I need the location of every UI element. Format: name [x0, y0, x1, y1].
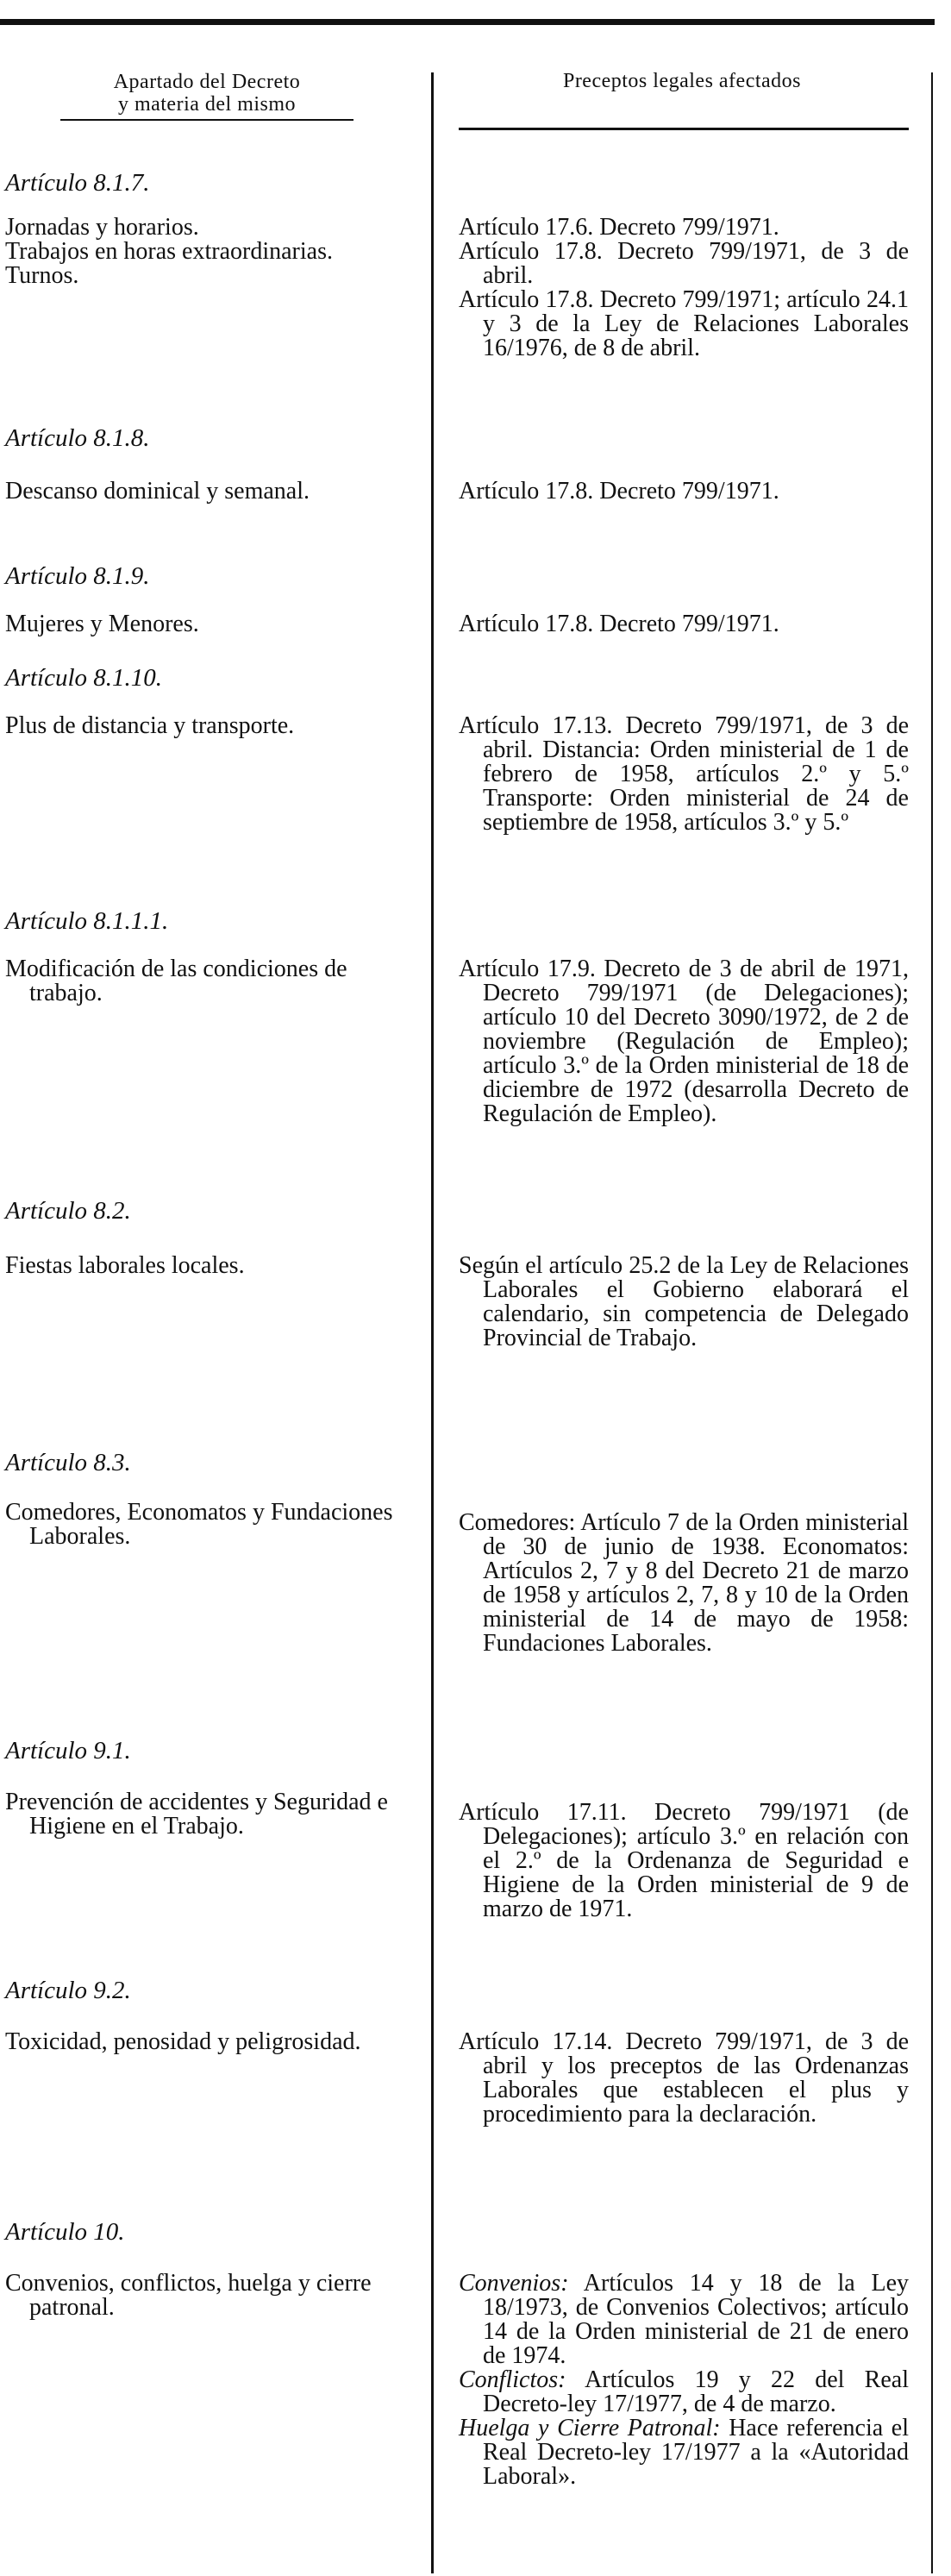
subject-cell: [5, 2030, 410, 2054]
article-heading: Artículo 8.3.: [5, 1449, 131, 1476]
right-border: [931, 72, 933, 2573]
subject-item: Jornadas y horarios.: [5, 214, 199, 241]
subject-cell: [5, 1501, 410, 1549]
article-heading: Artículo 8.1.7.: [5, 169, 150, 197]
right-column-header: Preceptos legales afectados: [562, 70, 802, 92]
precept-text: Artículos 14 y 18 de la Ley 18/1973, de Convenios Colectivos; artículo 14 de la Orden ministerial de 21 de enero de 1974.: [483, 2270, 909, 2369]
left-column-header: [34, 71, 379, 121]
subject-item: Trabajos en horas extraordinarias.: [5, 238, 333, 265]
left-header-line1: Apartado del Decreto: [113, 71, 301, 93]
precept-item: Artículo 17.9. Decreto de 3 de abril de 1971, Decreto 799/1971 (de Delegaciones); artículo 10 del Decreto 3090/1972, de 2 de noviembre (Regulación de Empleo); artículo 3.º de la Orden ministerial de 18 de diciembre de 1972 (desarrolla Decreto de Regulación de Empleo).: [459, 956, 909, 1127]
left-header-line2: y materia del mismo: [117, 93, 297, 116]
subject-item: Mujeres y Menores.: [5, 611, 199, 637]
precept-item: Artículo 17.14. Decreto 799/1971, de 3 de abril y los preceptos de las Ordenanzas Laborales que establecen el plus y procedimiento para la declaración.: [459, 2028, 909, 2128]
subject-cell: [5, 957, 410, 1006]
left-header-underline: [60, 119, 353, 121]
article-heading: Artículo 10.: [5, 2218, 125, 2246]
subject-cell: [5, 1790, 410, 1839]
subject-cell: [5, 714, 410, 738]
column-divider: [431, 72, 434, 2573]
subject-item: Turnos.: [5, 262, 79, 289]
precept-cell: [459, 1801, 909, 1921]
article-heading: Artículo 8.1.8.: [5, 424, 150, 452]
precept-label: Huelga y Cierre Patronal:: [459, 2415, 721, 2441]
subject-item: Plus de distancia y transporte.: [5, 712, 295, 739]
subject-item: Toxicidad, penosidad y peligrosidad.: [5, 2028, 361, 2055]
subject-item: Prevención de accidentes y Seguridad e Higiene en el Trabajo.: [5, 1789, 388, 1840]
precept-item: Artículo 17.8. Decreto 799/1971.: [459, 611, 779, 637]
precept-cell: [459, 2272, 909, 2489]
precept-cell: [459, 479, 909, 504]
subject-item: Convenios, conflictos, huelga y cierre patronal.: [5, 2270, 372, 2321]
precept-item: Artículo 17.8. Decreto 799/1971, de 3 de abril.: [459, 238, 909, 289]
subject-item: Descanso dominical y semanal.: [5, 478, 310, 505]
precept-item: Artículo 17.8. Decreto 799/1971; artículo 24.1 y 3 de la Ley de Relaciones Laborales 16/1976, de 8 de abril.: [459, 286, 909, 361]
precept-text: Artículos 19 y 22 del Real Decreto-ley 17/1977, de 4 de marzo.: [483, 2366, 909, 2417]
subject-cell: [5, 1254, 410, 1278]
precept-item: Según el artículo 25.2 de la Ley de Relaciones Laborales el Gobierno elaborará el calendario, sin competencia de Delegado Provincial de Trabajo.: [459, 1252, 909, 1351]
precept-item: [459, 2272, 909, 2368]
subject-cell: [5, 2272, 410, 2320]
precept-item: Artículo 17.8. Decreto 799/1971.: [459, 478, 779, 505]
precept-cell: [459, 1254, 909, 1351]
precept-cell: [459, 957, 909, 1126]
precept-label: Convenios:: [459, 2270, 569, 2297]
precept-item: Artículo 17.6. Decreto 799/1971.: [459, 214, 779, 241]
precept-cell: [459, 612, 909, 636]
precept-item: [459, 2416, 909, 2489]
subject-item: Comedores, Economatos y Fundaciones Laborales.: [5, 1499, 393, 1550]
subject-item: Fiestas laborales locales.: [5, 1252, 245, 1279]
subject-item: Modificación de las condiciones de trabajo.: [5, 956, 347, 1006]
precept-item: Comedores: Artículo 7 de la Orden ministerial de 30 de junio de 1938. Economatos: Artículos 2, 7 y 8 del Decreto 21 de marzo de 1958 y artículos 2, 7, 8 y 10 de la Orden ministerial de 14 de mayo de 1958: Fundaciones Laborales.: [459, 1509, 909, 1657]
precept-cell: [459, 216, 909, 360]
precept-text: Hace referencia el Real Decreto-ley 17/1977 a la «Autoridad Laboral».: [483, 2415, 909, 2490]
precept-cell: [459, 1511, 909, 1656]
article-heading: Artículo 8.1.10.: [5, 664, 163, 692]
precept-cell: [459, 714, 909, 835]
right-header-rule: [459, 128, 909, 130]
subject-cell: [5, 216, 410, 288]
precept-cell: [459, 2030, 909, 2127]
precept-label: Conflictos:: [459, 2366, 566, 2393]
article-heading: Artículo 8.1.1.1.: [5, 907, 169, 935]
precept-item: [459, 2368, 909, 2416]
article-heading: Artículo 8.2.: [5, 1197, 131, 1225]
article-heading: Artículo 9.2.: [5, 1977, 131, 2004]
article-heading: Artículo 8.1.9.: [5, 562, 150, 590]
article-heading: Artículo 9.1.: [5, 1737, 131, 1764]
precept-item: Artículo 17.11. Decreto 799/1971 (de Delegaciones); artículo 3.º en relación con el 2.º de la Ordenanza de Seguridad e Higiene de la Orden ministerial de 9 de marzo de 1971.: [459, 1799, 909, 1922]
subject-cell: [5, 612, 410, 636]
subject-cell: [5, 479, 410, 504]
top-rule: [0, 19, 935, 25]
precept-item: Artículo 17.13. Decreto 799/1971, de 3 de abril. Distancia: Orden ministerial de 1 de febrero de 1958, artículos 2.º y 5.º Transporte: Orden ministerial de 24 de septiembre de 1958, artículos 3.º y 5.º: [459, 712, 909, 836]
